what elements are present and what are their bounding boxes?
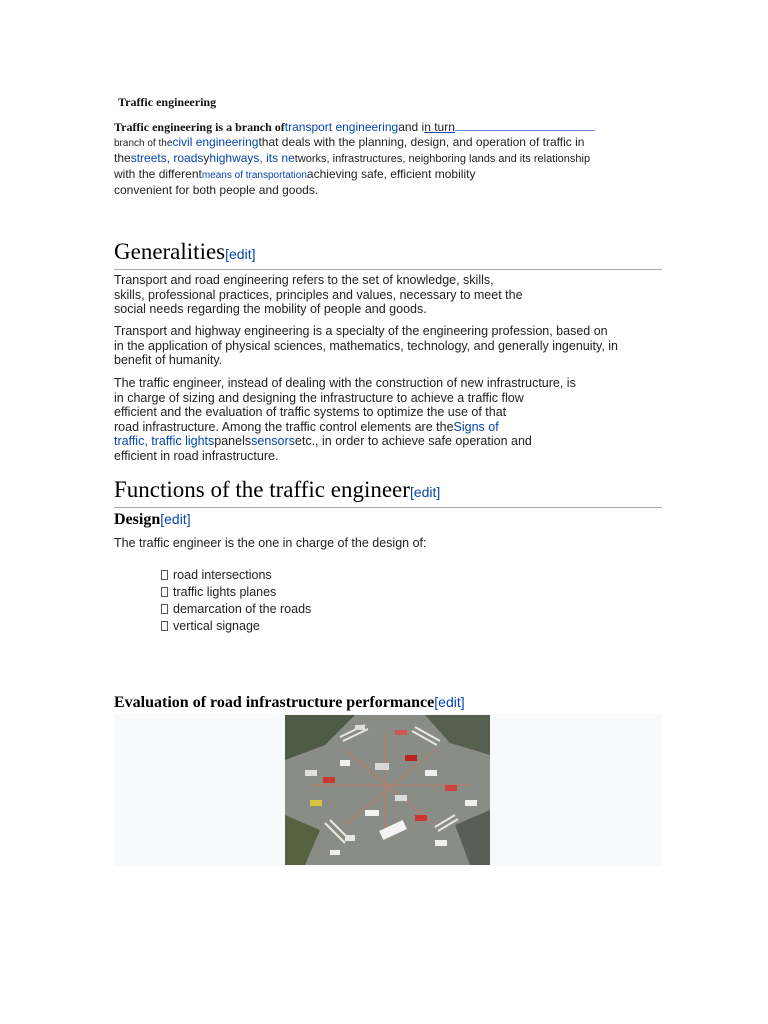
figure-container — [114, 714, 662, 866]
list-item: vertical signage — [161, 618, 311, 635]
generalities-paragraph-3: The traffic engineer, instead of dealing with the construction of new infrastructure, is in charge of sizing and designing the infrastructure to achieve a traffic flow efficient and the evaluation of traffic systems to optimize the use of that road infrastructure. Among the traffic control elements are theSigns of traffic, traffic lightspanelssensorsetc., in order to achieve safe operation and efficient in road infrastructure. — [114, 376, 576, 463]
link-transport-engineering[interactable]: transport engineering — [284, 120, 399, 134]
generalities-paragraph-2: Transport and highway engineering is a specialty of the engineering profession, based on in the application of physical sciences, mathematics, technology, and generally ingenuity, in benefit of humanity. — [114, 324, 618, 368]
link-signs-of-traffic[interactable]: Signs of — [453, 419, 499, 434]
design-list — [161, 567, 311, 635]
link-sensors[interactable]: sensors — [251, 434, 295, 449]
design-intro: The traffic engineer is the one in charge of the design of: — [114, 536, 427, 550]
missing-glyph-icon — [161, 570, 168, 580]
missing-glyph-icon — [161, 621, 168, 631]
link-traffic-lights[interactable]: traffic, traffic lights — [114, 434, 215, 449]
intersection-aerial-photo[interactable] — [285, 715, 490, 865]
edit-link-design[interactable]: [edit] — [160, 511, 191, 527]
list-item: traffic lights planes — [161, 584, 311, 601]
link-means-of-transportation[interactable]: means of transportation — [201, 170, 307, 181]
missing-glyph-icon — [161, 587, 168, 597]
edit-link-generalities[interactable]: [edit] — [225, 246, 256, 262]
missing-glyph-icon — [161, 604, 168, 614]
heading-design: Design[edit] — [114, 511, 191, 528]
list-item: road intersections — [161, 567, 311, 584]
heading-functions: Functions of the traffic engineer[edit] — [114, 476, 662, 508]
link-civil-engineering[interactable]: civil engineering — [172, 135, 259, 149]
intro-paragraph: Traffic engineering is a branch oftransport engineeringand in turn branch of thecivil engineeringthat deals with the planning, design, and operation of traffic in thestreets, roadsyhighways, its networks, infrastructures, neighboring lands and its relationship with the differentmeans of transportationachieving safe, efficient mobility convenient for both people and goods. — [114, 119, 662, 198]
document-title: Traffic engineering — [118, 95, 217, 109]
heading-generalities: Generalities[edit] — [114, 238, 662, 270]
generalities-paragraph-1: Transport and road engineering refers to the set of knowledge, skills, skills, professional practices, principles and values, necessary to meet the social needs regarding the mobility of people and goods. — [114, 273, 523, 317]
intersection-photo-icon — [285, 715, 490, 865]
link-underline-decoration — [455, 120, 595, 131]
edit-link-evaluation[interactable]: [edit] — [434, 694, 465, 710]
link-streets-roads[interactable]: streets, roads — [130, 151, 204, 165]
intro-lead: Traffic engineering is a branch of — [114, 120, 285, 134]
link-highways[interactable]: highways, its ne — [209, 151, 295, 165]
list-item: demarcation of the roads — [161, 601, 311, 618]
heading-evaluation: Evaluation of road infrastructure performance[edit] — [114, 694, 465, 711]
edit-link-functions[interactable]: [edit] — [409, 484, 441, 500]
